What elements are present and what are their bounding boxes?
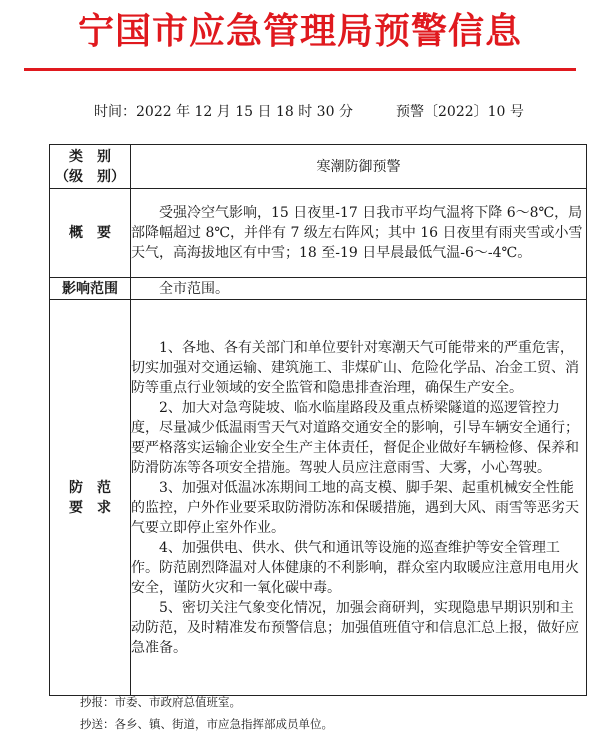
summary-text: 受强冷空气影响，15 日夜里-17 日我市平均气温将下降 6～8℃，局部降幅超过 8℃，并伴有 7 级左右阵风；其中 16 日夜里有雨夹雪或小雪天气，高海拔地区有中雪；18 至-19 日早晨最低气温-6～-4℃。	[131, 205, 583, 261]
row-scope	[50, 278, 587, 300]
row-measures	[50, 300, 587, 696]
warning-table	[49, 144, 587, 696]
measures-label-line1: 防 范	[69, 479, 111, 496]
title-divider	[24, 68, 576, 71]
measures-label	[50, 300, 131, 696]
summary-cell	[131, 189, 587, 278]
row-category	[50, 145, 587, 189]
measures-label-line2: 要 求	[69, 499, 111, 516]
measure-item: 5、密切关注气象变化情况，加强会商研判，实现隐患早期识别和主动防范，及时精准发布预警信息；加强值班值守和信息汇总上报，做好应急准备。	[131, 599, 579, 656]
measure-item: 4、加强供电、供水、供气和通讯等设施的巡查维护等安全管理工作。防范剧烈降温对人体健康的不利影响，群众室内取暖应注意用电用火安全，谨防火灾和一氧化碳中毒。	[131, 539, 579, 596]
scope-text: 全市范围。	[159, 280, 229, 297]
warning-serial: 预警〔2022〕10 号	[396, 104, 524, 120]
measures-cell	[131, 300, 587, 696]
measure-item: 3、加强对低温冰冻期间工地的高支模、脚手架、起重机械安全性能的监控，户外作业要采取防滑防冻和保暖措施，遇到大风、雨雪等恶劣天气要立即停止室外作业。	[131, 479, 579, 536]
category-label-line1: 类 别	[69, 148, 111, 165]
measure-item: 1、各地、各有关部门和单位要针对寒潮天气可能带来的严重危害，切实加强对交通运输、建筑施工、非煤矿山、危险化学品、冶金工贸、消防等重点行业领域的安全监管和隐患排查治理，确保生产安全。	[131, 339, 579, 396]
cc-report: 抄报：市委、市政府总值班室。	[80, 695, 241, 709]
row-summary	[50, 189, 587, 278]
category-label-line2: （级 别）	[55, 168, 125, 185]
issue-time: 时间：2022 年 12 月 15 日 18 时 30 分	[94, 104, 353, 120]
summary-label: 概 要	[50, 189, 131, 278]
category-label	[50, 145, 131, 189]
scope-label: 影响范围	[50, 278, 131, 300]
measure-item: 2、加大对急弯陡坡、临水临崖路段及重点桥梁隧道的巡逻管控力度，尽量减少低温雨雪天气对道路交通安全的影响，引导车辆安全通行；要严格落实运输企业安全生产主体责任，督促企业做好车辆检修、保养和防滑防冻等各项安全措施。驾驶人员应注意雨雪、大雾，小心驾驶。	[131, 399, 579, 476]
category-value: 寒潮防御预警	[131, 145, 587, 189]
document-title: 宁国市应急管理局预警信息	[77, 11, 522, 52]
scope-cell	[131, 278, 587, 300]
cc-copy: 抄送：各乡、镇、街道，市应急指挥部成员单位。	[80, 717, 333, 731]
